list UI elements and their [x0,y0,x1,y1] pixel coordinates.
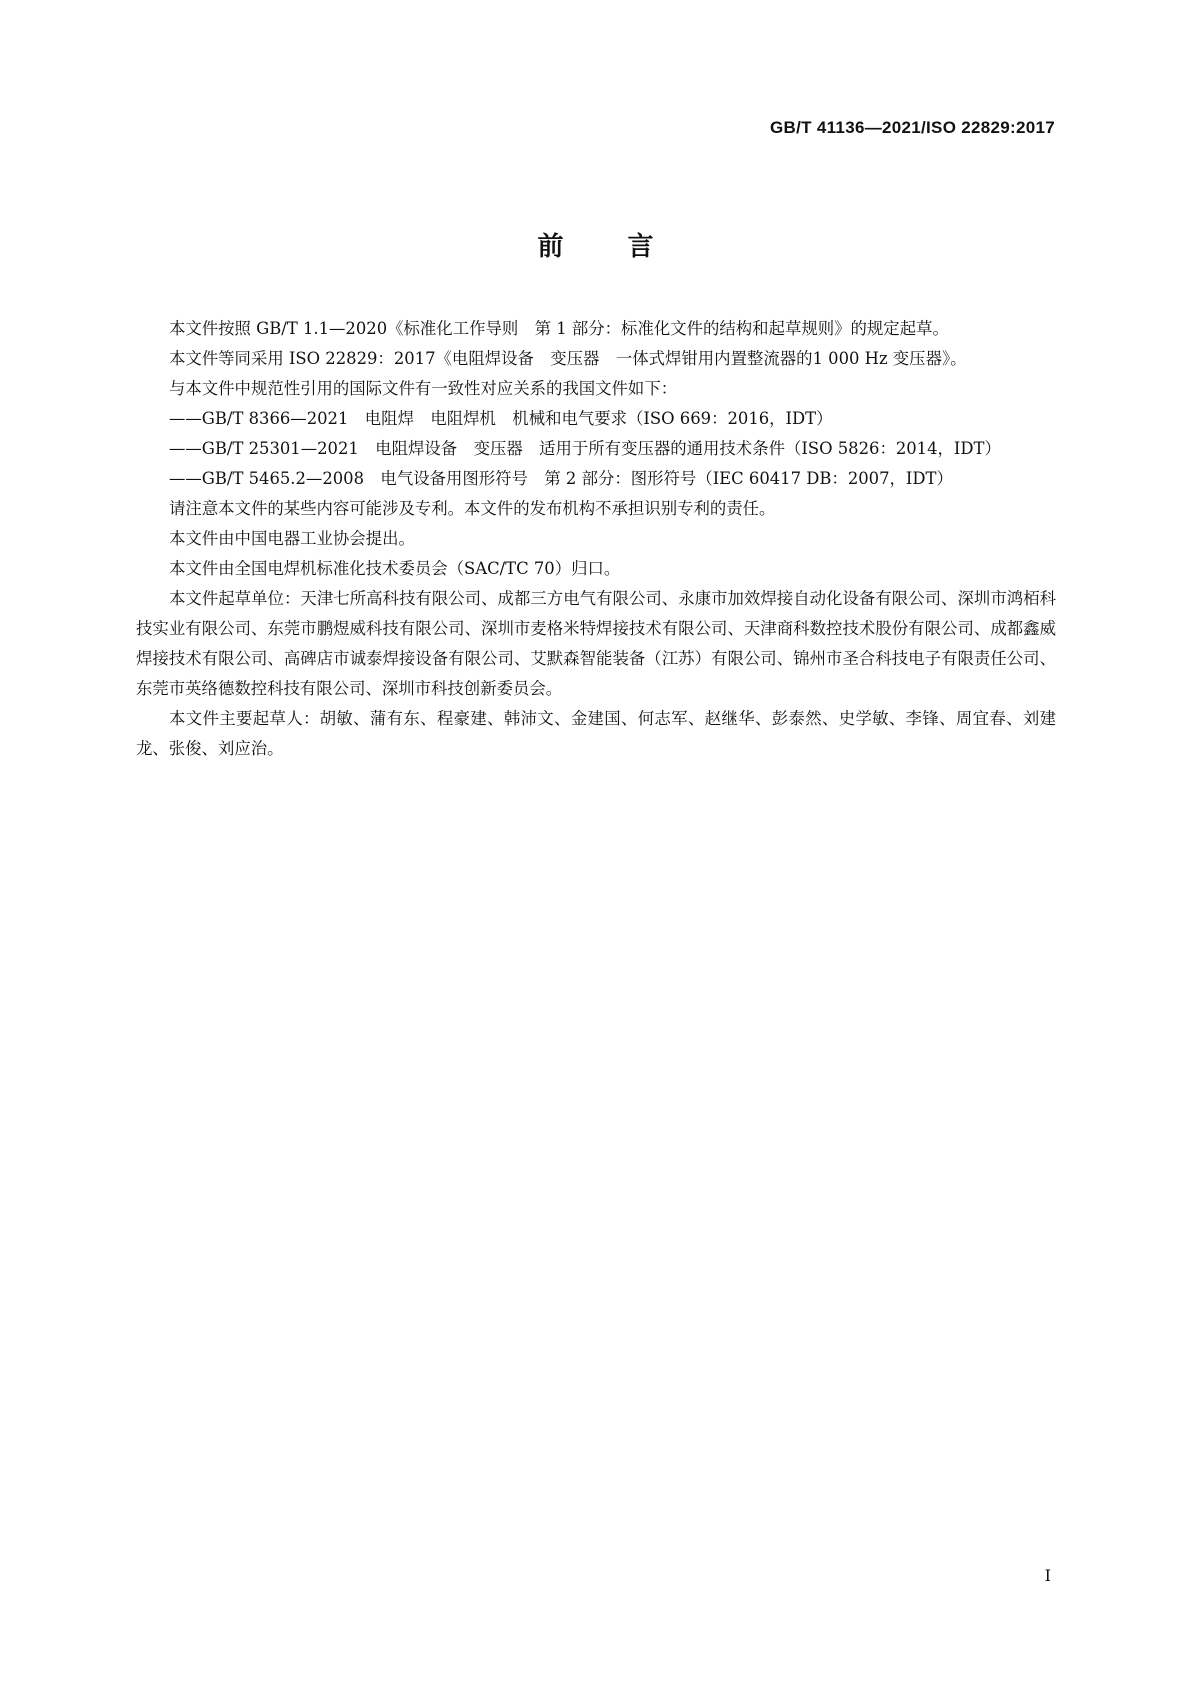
reference-item: ——GB/T 8366—2021 电阻焊 电阻焊机 机械和电气要求（ISO 669：2016，IDT） [169,409,833,428]
paragraph-proposer: 本文件由中国电器工业协会提出。 [169,529,415,548]
reference-item: ——GB/T 25301—2021 电阻焊设备 变压器 适用于所有变压器的通用技术条件（ISO 5826：2014，IDT） [169,439,1001,458]
foreword-body [136,314,1056,764]
paragraph-drafting-rules: 本文件按照 GB/T 1.1—2020《标准化工作导则 第 1 部分：标准化文件的结构和起草规则》的规定起草。 [169,319,949,338]
paragraph-adoption: 本文件等同采用 ISO 22829：2017《电阻焊设备 变压器 一体式焊钳用内置整流器的1 000 Hz 变压器》。 [169,349,967,368]
paragraph-references-intro: 与本文件中规范性引用的国际文件有一致性对应关系的我国文件如下： [169,379,678,398]
title-char-2: 言 [627,232,654,262]
paragraph-patent-notice: 请注意本文件的某些内容可能涉及专利。本文件的发布机构不承担识别专利的责任。 [169,499,776,518]
page-number: I [1044,1566,1051,1585]
title-char-1: 前 [537,232,564,262]
reference-item: ——GB/T 5465.2—2008 电气设备用图形符号 第 2 部分：图形符号（IEC 60417 DB：2007，IDT） [169,469,953,488]
page-title [0,226,1191,263]
paragraph-drafters: 本文件主要起草人：胡敏、蒲有东、程豪建、韩沛文、金建国、何志军、赵继华、彭泰然、史学敏、李锋、周宜春、刘建龙、张俊、刘应治。 [136,709,1056,758]
standard-number: GB/T 41136—2021/ISO 22829:2017 [770,118,1055,137]
paragraph-drafting-units: 本文件起草单位：天津七所高科技有限公司、成都三方电气有限公司、永康市加效焊接自动化设备有限公司、深圳市鸿栢科技实业有限公司、东莞市鹏煜威科技有限公司、深圳市麦格米特焊接技术有限公司、天津商科数控技术股份有限公司、成都鑫威焊接技术有限公司、高碑店市诚泰焊接设备有限公司、艾默森智能装备（江苏）有限公司、锦州市圣合科技电子有限责任公司、东莞市英络德数控科技有限公司、深圳市科技创新委员会。 [136,589,1056,698]
paragraph-committee: 本文件由全国电焊机标准化技术委员会（SAC/TC 70）归口。 [169,559,621,578]
